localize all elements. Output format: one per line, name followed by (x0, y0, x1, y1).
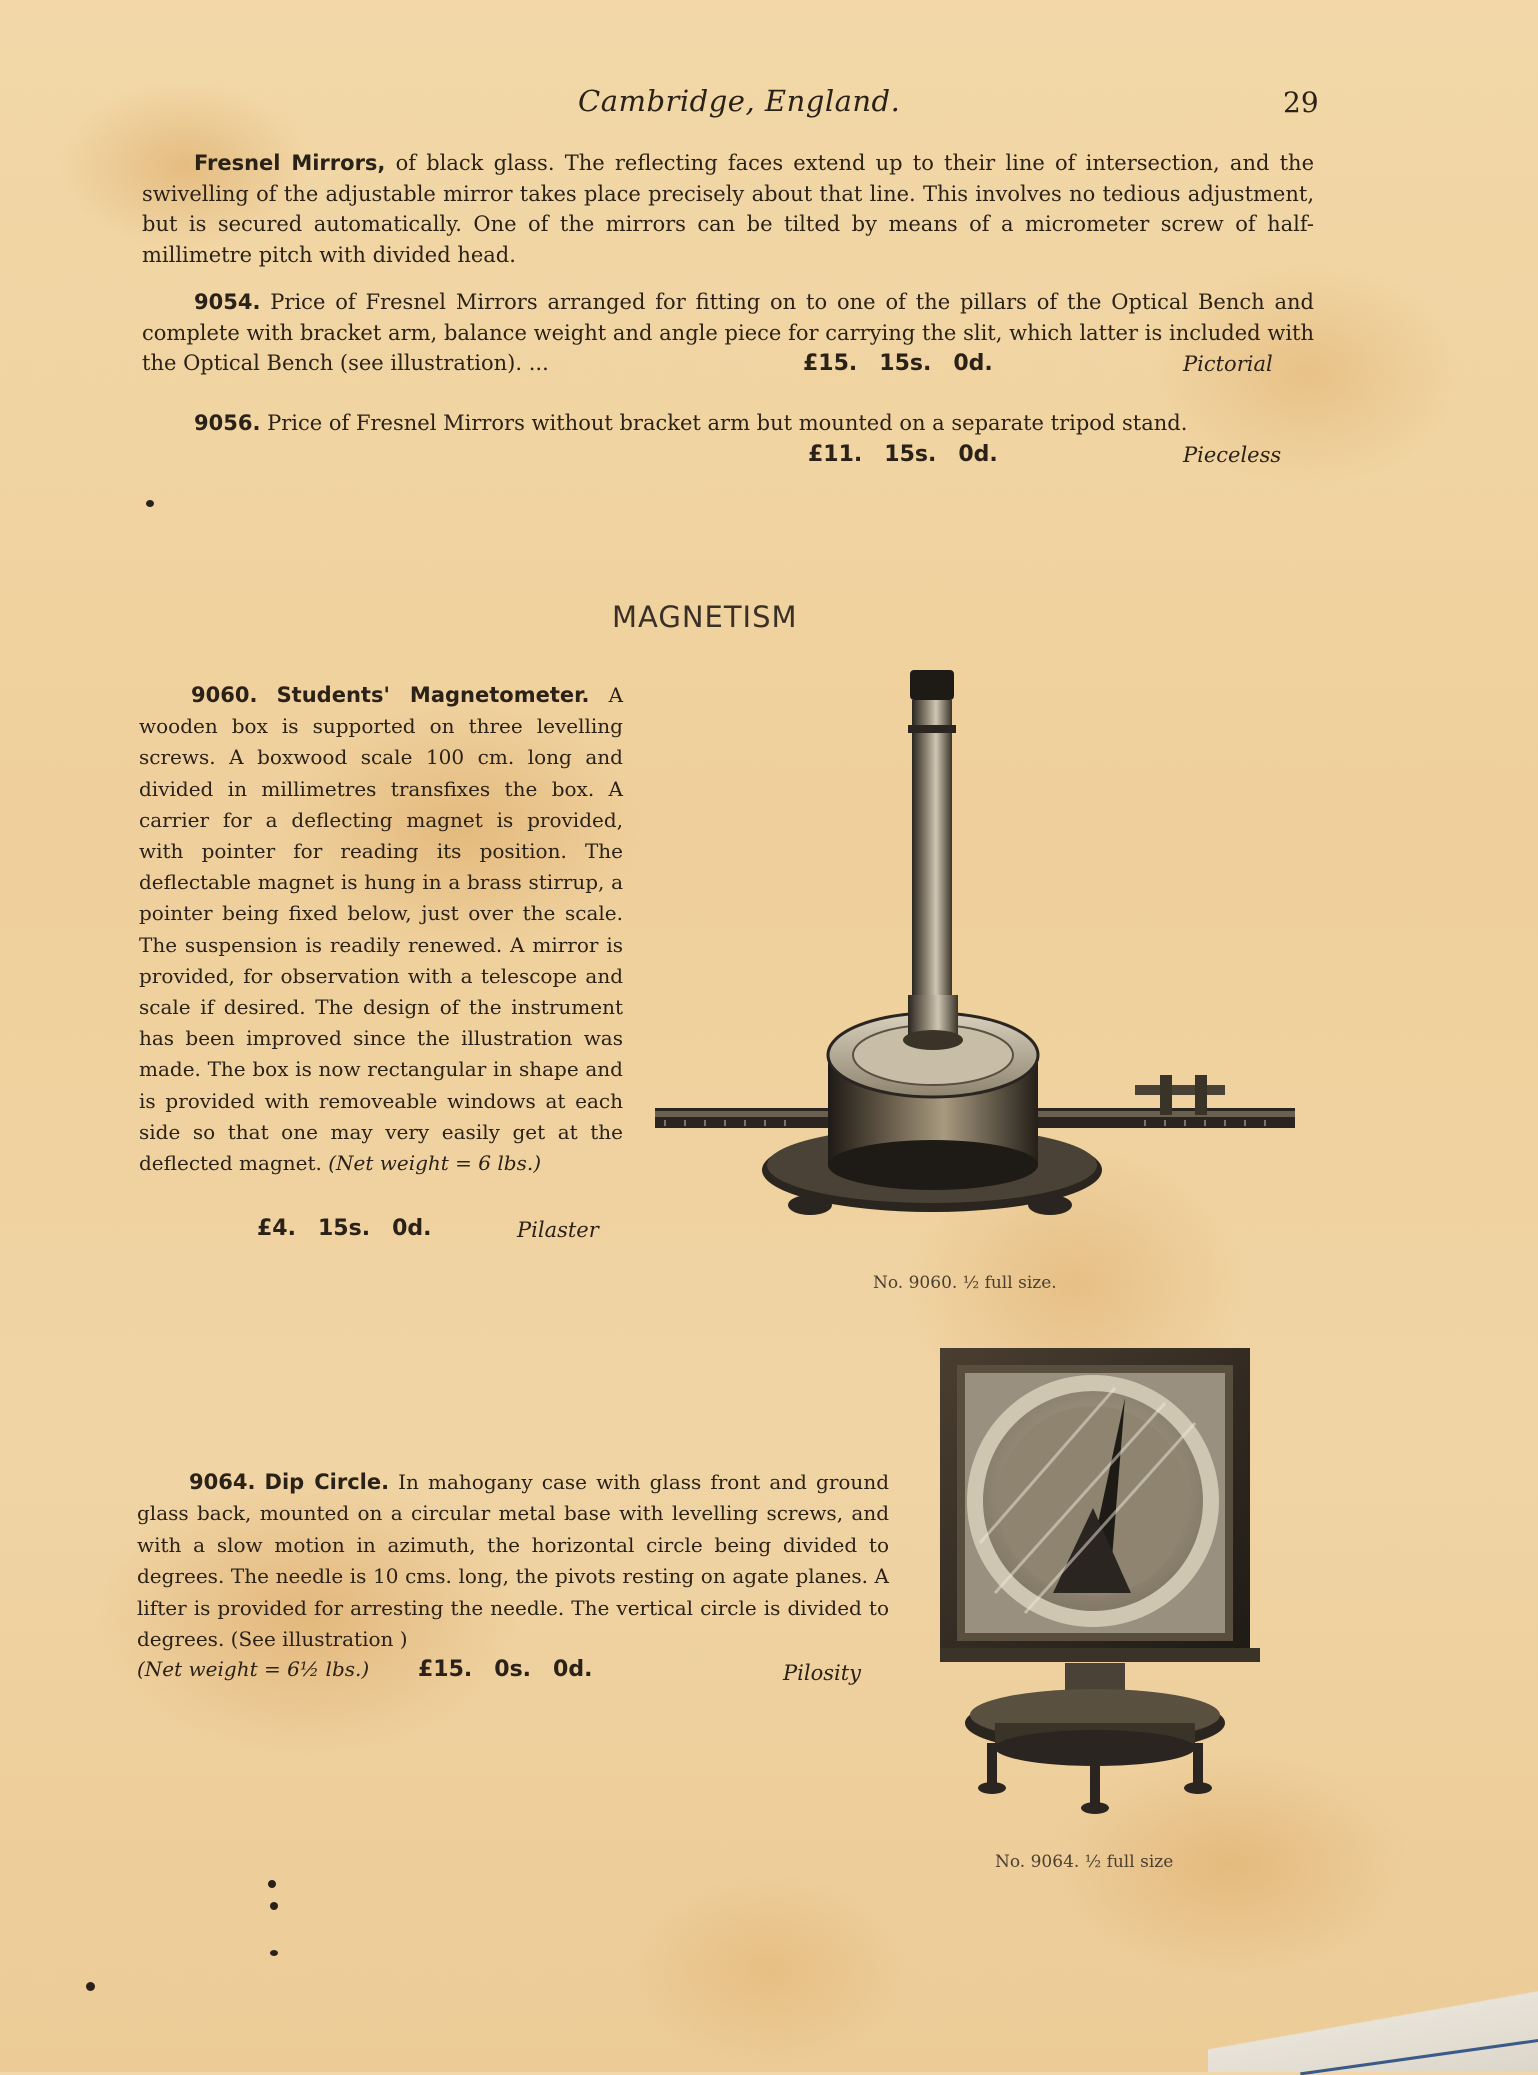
item-9054-text: Price of Fresnel Mirrors arranged for fitting on to one of the pillars of the Optical Bench and complete with bracket arm, balance weight and angle piece for carrying the slit, which latter is included with the Optical Bench (see illustration). ... (142, 290, 1314, 375)
item-9060-weight: (Net weight = 6 lbs.) (328, 1151, 542, 1176)
item-9054-number: 9054. (194, 290, 261, 314)
ink-spot (146, 500, 154, 507)
magnetometer-illustration (650, 665, 1300, 1235)
item-9060-caption: No. 9060. ½ full size. (873, 1273, 1057, 1293)
section-title: MAGNETISM (612, 600, 798, 634)
item-9054-paragraph (142, 287, 1314, 379)
ink-spot (86, 1982, 95, 1991)
item-9064-name: Dip Circle. (264, 1470, 390, 1494)
price-pounds: £15. (418, 1657, 473, 1682)
price-pence: 0d. (953, 351, 993, 376)
item-9064-caption: No. 9064. ½ full size (995, 1852, 1174, 1872)
item-9056-paragraph (142, 408, 1314, 439)
dip-circle-illustration (935, 1343, 1275, 1833)
item-9054-code: Pictorial (1183, 352, 1273, 376)
item-9064-paragraph (137, 1467, 889, 1655)
item-9064-weight: (Net weight = 6½ lbs.) (137, 1657, 370, 1681)
item-9060-paragraph (139, 680, 623, 1179)
price-shillings: 15s. (317, 1216, 371, 1241)
item-9064-text: In mahogany case with glass front and ground glass back, mounted on a circular metal base with levelling screws, and with a slow motion in azimuth, the horizontal circle being divided to degrees. The needle is 10 cms. long, the pivots resting on agate planes. A lifter is provided for arresting the needle. The vertical circle is divided to degrees. (See illustration ) (137, 1470, 890, 1652)
price-pence: 0d. (958, 442, 998, 467)
item-9060-number: 9060. (191, 683, 258, 707)
item-9060-name: Students' Magnetometer. (276, 683, 590, 707)
fresnel-lead: Fresnel Mirrors, (194, 151, 386, 175)
item-9056-number: 9056. (194, 411, 261, 435)
price-shillings: 0s. (494, 1657, 532, 1682)
price-shillings: 15s. (879, 351, 932, 376)
page-number: 29 (1283, 86, 1319, 119)
price-pounds: £4. (257, 1216, 296, 1241)
item-9054-price (803, 351, 1015, 376)
item-9064-number: 9064. (189, 1470, 256, 1494)
fresnel-intro (142, 148, 1314, 270)
item-9060-code: Pilaster (517, 1218, 599, 1242)
item-9060-price (257, 1216, 453, 1241)
running-head: Cambridge, England. (578, 84, 901, 118)
price-pence: 0d. (553, 1657, 593, 1682)
item-9064-price (418, 1657, 614, 1682)
page-corner (1208, 1982, 1538, 2072)
price-pounds: £15. (803, 351, 858, 376)
ink-spot (268, 1880, 276, 1888)
ink-spot (270, 1950, 278, 1956)
item-9064-code: Pilosity (783, 1661, 862, 1685)
ink-spot (270, 1902, 278, 1910)
item-9060-text: A wooden box is supported on three levelling screws. A boxwood scale 100 cm. long and divided in millimetres transfixes the box. A carrier for a deflecting magnet is provided, with pointer for reading its position. The deflectable magnet is hung in a brass stirrup, a pointer being fixed below, just over the scale. The suspension is readily renewed. A mirror is provided, for observation with a telescope and scale if desired. The design of the instrument has been improved since the illustration was made. The box is now rectangular in shape and is provided with removeable windows at each side so that one may very easily get at the deflected magnet. (139, 683, 624, 1176)
fresnel-intro-text: of black glass. The reflecting faces extend up to their line of intersection, and the swivelling of the adjustable mirror takes place precisely about that line. This involves no tedious adjustment, but is secured automatically. One of the mirrors can be tilted by means of a micrometer screw of half-millimetre pitch with divided head. (142, 151, 1315, 267)
price-pence: 0d. (392, 1216, 432, 1241)
price-pounds: £11. (808, 442, 863, 467)
item-9056-price (808, 442, 1020, 467)
price-shillings: 15s. (884, 442, 937, 467)
item-9056-code: Pieceless (1183, 443, 1282, 467)
item-9056-text: Price of Fresnel Mirrors without bracket arm but mounted on a separate tripod stand. (260, 411, 1188, 435)
